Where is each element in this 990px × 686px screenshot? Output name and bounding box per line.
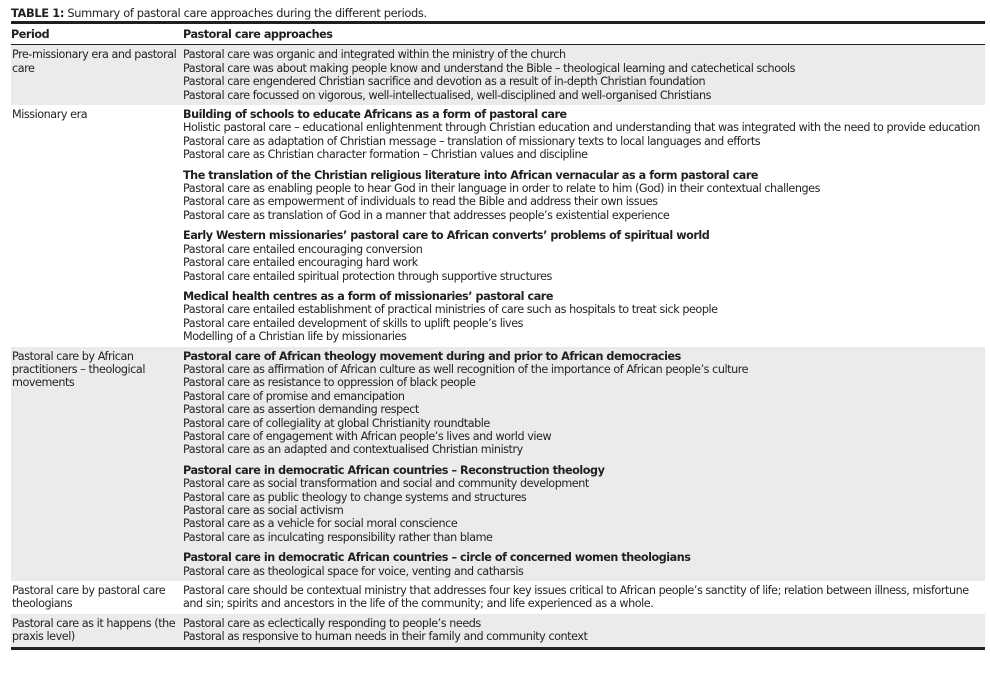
approaches-cell — [183, 347, 985, 582]
approach-item: Pastoral care entailed encouraging conversion — [183, 242, 423, 256]
approach-item: Pastoral care as social activism — [183, 504, 344, 517]
approach-item: Pastoral care as translation of God in a manner that addresses people’s existential experience — [183, 208, 670, 222]
approach-item: Pastoral care as an adapted and contextualised Christian ministry — [183, 443, 523, 457]
approach-item: Pastoral care was about making people know and understand the Bible – theological learning and catechetical schools — [183, 61, 796, 75]
approach-item: Pastoral as responsive to human needs in their family and community context — [183, 630, 588, 644]
approach-item: Pastoral care as enabling people to hear God in their language in order to relate to him (God) in their contextual challenges — [183, 182, 820, 196]
table-caption-label: TABLE 1: — [11, 6, 65, 20]
approach-item: Pastoral care entailed encouraging hard work — [183, 256, 418, 270]
approach-item: Pastoral care entailed establishment of practical ministries of care such as hospitals to treat sick people — [183, 303, 718, 317]
approaches-cell — [183, 45, 985, 105]
header-period: Period — [11, 24, 183, 45]
table-body — [11, 45, 985, 648]
approach-group — [183, 169, 985, 223]
approach-item: Pastoral care entailed spiritual protection through supportive structures — [183, 269, 552, 283]
approach-group — [183, 551, 985, 578]
table-row — [11, 105, 985, 347]
period-cell: Pastoral care by African practitioners – theological movements — [11, 347, 183, 582]
approach-group-title: Pastoral care in democratic African countries – circle of concerned women theologians — [183, 551, 691, 565]
table-figure — [11, 6, 985, 650]
approach-item: Pastoral care of promise and emancipation — [183, 389, 405, 403]
approach-group — [183, 229, 985, 283]
approach-item: Pastoral care entailed development of skills to uplift people’s lives — [183, 316, 524, 330]
approaches-cell — [183, 581, 985, 614]
table-row — [11, 614, 985, 648]
approach-group — [183, 108, 985, 162]
approach-item: Pastoral care as empowerment of individuals to read the Bible and address their own issues — [183, 195, 658, 209]
approaches-cell — [183, 105, 985, 347]
approach-group-title: The translation of the Christian religious literature into African vernacular as a form pastoral care — [183, 168, 759, 182]
table-row — [11, 45, 985, 105]
summary-table — [11, 24, 985, 650]
approach-item: Pastoral care focussed on vigorous, well-intellectualised, well-disciplined and well-organised Christians — [183, 88, 712, 102]
period-cell: Pastoral care as it happens (the praxis level) — [11, 614, 183, 648]
approach-group-title: Early Western missionaries’ pastoral care to African converts’ problems of spiritual world — [183, 229, 710, 243]
approach-group — [183, 464, 985, 544]
table-caption — [11, 6, 985, 20]
approach-group — [183, 350, 985, 457]
approach-group-title: Pastoral care in democratic African countries – Reconstruction theology — [183, 463, 605, 477]
table-header-row — [11, 24, 985, 45]
approach-group — [183, 617, 985, 644]
approach-item: Pastoral care as resistance to oppression of black people — [183, 376, 476, 390]
approach-item: Pastoral care as adaptation of Christian message – translation of missionary texts to local languages and efforts — [183, 134, 761, 148]
period-cell: Pre-missionary era and pastoral care — [11, 45, 183, 105]
approach-group — [183, 584, 985, 611]
approach-item: Pastoral care of engagement with African people’s lives and world view — [183, 429, 552, 443]
approach-group-title: Pastoral care of African theology movement during and prior to African democracies — [183, 349, 681, 363]
approaches-cell — [183, 614, 985, 648]
approach-item: Pastoral care as theological space for voice, venting and catharsis — [183, 564, 524, 578]
approach-item: Pastoral care as Christian character formation – Christian values and discipline — [183, 148, 588, 162]
approach-item: Pastoral care as affirmation of African culture as well recognition of the importance of African people’s culture — [183, 362, 749, 376]
approach-group — [183, 290, 985, 344]
approach-item: Modelling of a Christian life by missionaries — [183, 330, 407, 344]
approach-item: Pastoral care should be contextual ministry that addresses four key issues critical to African people’s sanctity of life; relation between illness, misfortune and sin; spirits and ancestors in the life of the community; and life experienced as a whole. — [183, 584, 969, 611]
header-approaches: Pastoral care approaches — [183, 24, 985, 45]
approach-item: Pastoral care as social transformation and social and community development — [183, 477, 589, 491]
approach-item: Pastoral care as public theology to change systems and structures — [183, 490, 527, 504]
approach-group-title: Building of schools to educate Africans as a form of pastoral care — [183, 108, 567, 122]
table-caption-text: Summary of pastoral care approaches during the different periods. — [64, 6, 427, 20]
table-row — [11, 347, 985, 582]
approach-item: Pastoral care was organic and integrated within the ministry of the church — [183, 48, 566, 62]
table-row — [11, 581, 985, 614]
approach-item: Pastoral care engendered Christian sacrifice and devotion as a result of in-depth Christian foundation — [183, 75, 706, 89]
approach-item: Pastoral care of collegiality at global Christianity roundtable — [183, 416, 490, 430]
approach-item: Pastoral care as assertion demanding respect — [183, 403, 419, 417]
approach-item: Pastoral care as eclectically responding to people’s needs — [183, 616, 481, 630]
approach-group — [183, 48, 985, 102]
period-cell: Pastoral care by pastoral care theologians — [12, 584, 166, 611]
approach-item: Pastoral care as inculcating responsibility rather than blame — [183, 530, 493, 544]
approach-item: Pastoral care as a vehicle for social moral conscience — [183, 517, 458, 531]
period-cell: Missionary era — [12, 108, 88, 122]
approach-item: Holistic pastoral care – educational enlightenment through Christian education and understanding that was integrated with the need to provide education — [183, 121, 980, 135]
approach-group-title: Medical health centres as a form of missionaries’ pastoral care — [183, 289, 553, 303]
